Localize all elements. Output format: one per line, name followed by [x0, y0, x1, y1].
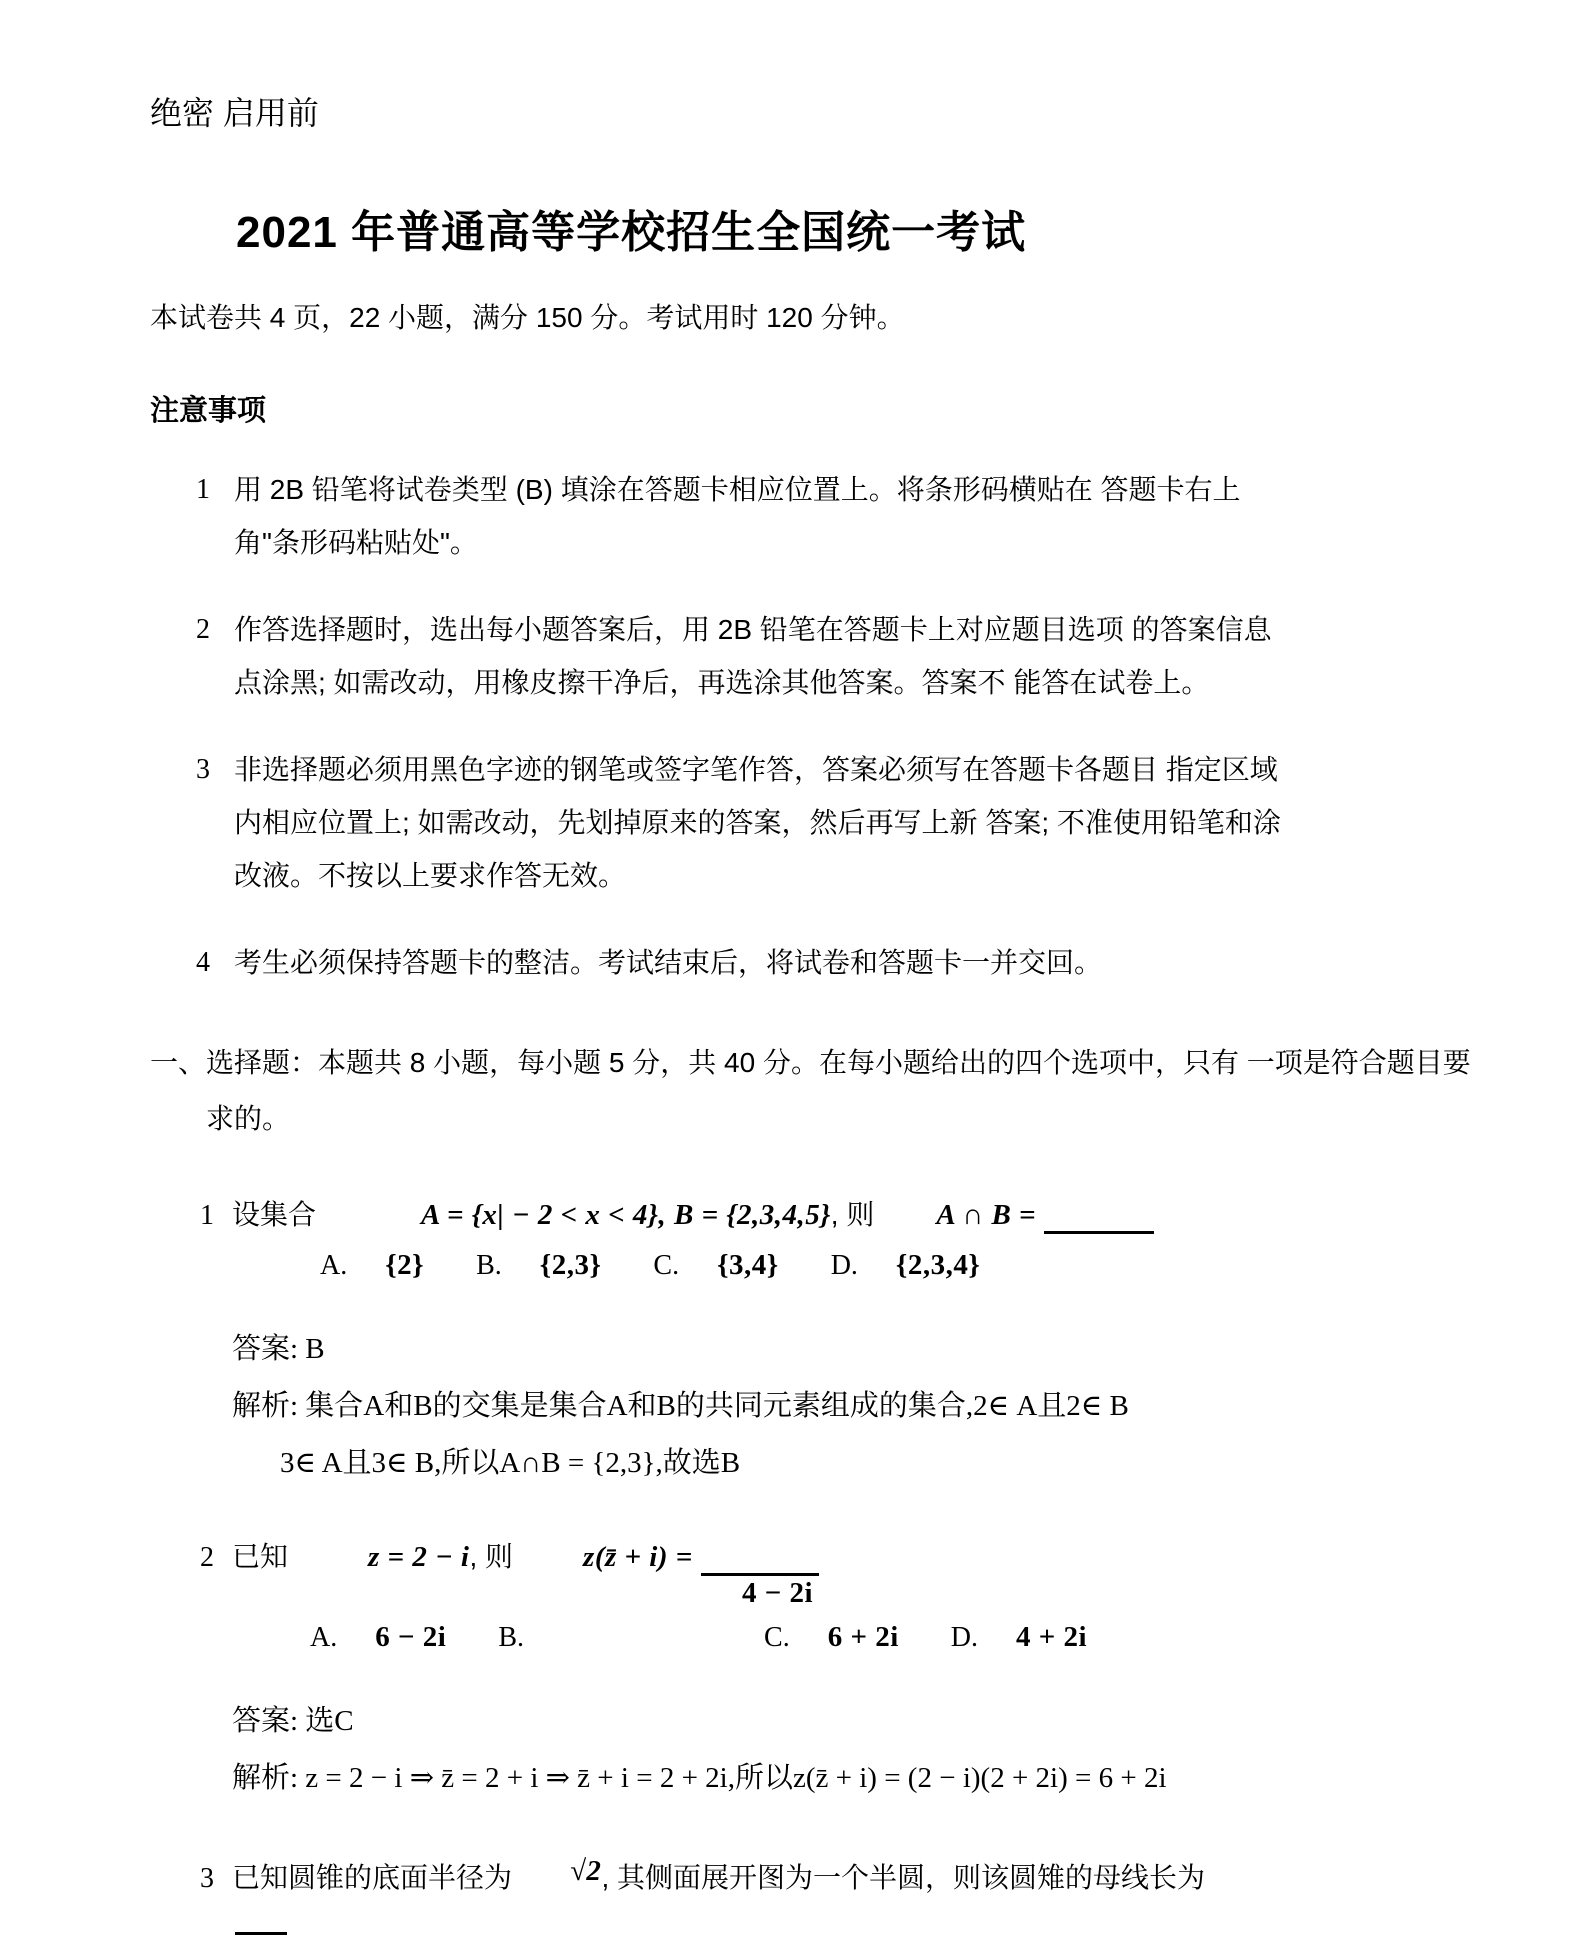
notice-item-1 [150, 463, 1584, 569]
question-2-option-c-label: C. [764, 1622, 790, 1653]
notes-heading: 注意事项 [150, 395, 267, 427]
question-1-option-d-label: D. [830, 1250, 858, 1281]
notice-4-number: 4 [196, 947, 210, 978]
question-3 [150, 1856, 1584, 1935]
question-1-analysis-line1: 解析: 集合A和B的交集是集合A和B的共同元素组成的集合,2∈ A且2∈ B [232, 1390, 1129, 1422]
notice-1-number: 1 [196, 474, 210, 505]
question-1-number: 1 [200, 1200, 214, 1231]
question-1-analysis-line2: 3∈ A且3∈ B,所以A∩B = {2,3},故选B [280, 1447, 741, 1479]
question-2-option-b-value-raised: 4 − 2i [742, 1577, 814, 1609]
exam-info-line: 本试卷共 4 页，22 小题，满分 150 分。考试用时 120 分钟。 [150, 302, 905, 333]
notice-4-text: 考生必须保持答题卡的整洁。考试结束后，将试卷和答题卡一并交回。 [234, 947, 1103, 978]
question-2-answer-blank [701, 1573, 819, 1576]
question-2-number: 2 [200, 1542, 214, 1573]
question-3-formula-radius: √2 [570, 1855, 602, 1887]
question-3-tail-text: , 其侧面展开图为一个半圆，则该圆雉的母线长为 [601, 1862, 1205, 1893]
question-3-stem [200, 1856, 1584, 1896]
question-1-option-b-value: {2,3} [539, 1249, 602, 1281]
question-1-option-a-value: {2} [385, 1249, 425, 1281]
question-2-options [310, 1577, 1584, 1654]
notice-item-3 [150, 743, 1584, 902]
question-2-then-text: , 则 [469, 1541, 514, 1572]
question-3-number: 3 [200, 1863, 214, 1894]
notice-1-text: 用 2B 铅笔将试卷类型 (B) 填涂在答题卡相应位置上。将条形码横贴在 答题卡右上角"条形码粘贴处"。 [234, 474, 1241, 558]
notice-2-text: 作答选择题时，选出每小题答案后，用 2B 铅笔在答题卡上对应题目选项 的答案信息点涂黑; 如需改动，用橡皮擦干净后，再选涂其他答案。答案不 能答在试卷上。 [234, 614, 1272, 698]
question-1-option-c-label: C. [653, 1250, 680, 1281]
question-1-options [320, 1249, 1584, 1282]
notice-item-2 [150, 603, 1584, 709]
question-2 [150, 1535, 1584, 1796]
question-1-formula-sets: A = {x| − 2 < x < 4}, B = {2,3,4,5} [421, 1199, 831, 1231]
question-1-option-c-value: {3,4} [717, 1249, 779, 1281]
question-2-option-a-label: A. [310, 1622, 338, 1653]
question-3-lead-text: 已知圆锥的底面半径为 [232, 1862, 513, 1893]
question-3-answer-blank [235, 1932, 287, 1935]
question-1-option-d-value: {2,3,4} [895, 1249, 981, 1281]
section-one-heading: 一、选择题：本题共 8 小题，每小题 5 分，共 40 分。在每小题给出的四个选项中，只有 一项是符合题目要求的。 [150, 1047, 1471, 1134]
notice-3-text: 非选择题必须用黑色字迹的钢笔或签字笔作答，答案必须写在答题卡各题目 指定区域内相应位置上; 如需改动，先划掉原来的答案，然后再写上新 答案; 不准使用铅笔和涂改液。不按以上要求作答无效。 [234, 754, 1281, 891]
question-2-analysis: 解析: z = 2 − i ⇒ z̄ = 2 + i ⇒ z̄ + i = 2 + 2i,所以z(z̄ + i) = (2 − i)(2 + 2i) = 6 + 2i [232, 1762, 1167, 1794]
question-2-option-d-label: D. [950, 1622, 979, 1653]
question-2-formula-query: z(z̄ + i) = [583, 1541, 693, 1573]
question-2-option-c-value: 6 + 2i [827, 1621, 899, 1653]
question-1-formula-query: A ∩ B = [936, 1199, 1037, 1231]
question-1 [150, 1193, 1584, 1481]
question-2-option-d-value: 4 + 2i [1016, 1621, 1088, 1653]
notice-item-4 [150, 936, 1584, 989]
notice-2-number: 2 [196, 614, 210, 645]
page-title: 2021 年普通高等学校招生全国统一考试 [236, 208, 1027, 257]
question-1-option-a-label: A. [320, 1250, 348, 1281]
classification-label: 绝密 启用前 [150, 95, 319, 131]
question-2-formula-given: z = 2 − i [368, 1541, 470, 1573]
question-2-stem [200, 1535, 1584, 1575]
question-2-lead-text: 已知 [232, 1541, 289, 1572]
question-1-answer-blank [1044, 1231, 1154, 1234]
question-2-option-a-value: 6 − 2i [375, 1621, 447, 1653]
question-1-answer: 答案: B [232, 1333, 325, 1365]
notice-3-number: 3 [196, 754, 210, 785]
question-1-stem [200, 1193, 1584, 1233]
question-1-then-text: , 则 [830, 1199, 875, 1230]
question-1-option-b-label: B. [476, 1250, 502, 1281]
question-1-lead-text: 设集合 [232, 1199, 317, 1230]
question-2-answer: 答案: 选C [232, 1705, 354, 1737]
question-2-option-b-label: B. [498, 1622, 525, 1653]
